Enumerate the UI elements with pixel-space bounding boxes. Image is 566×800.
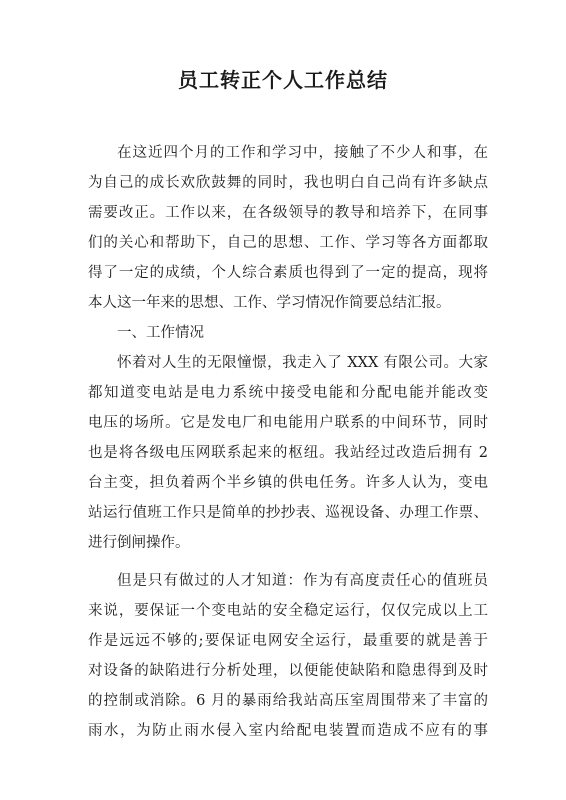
paragraph-line: 对设备的缺陷进行分析处理，以便能使缺陷和隐患得到及时 [88, 663, 488, 679]
paragraph-line: 们的关心和帮助下，自己的思想、工作、学习等各方面都取 [88, 235, 488, 251]
paragraph-line: 在这近四个月的工作和学习中，接触了不少人和事，在 [117, 145, 488, 161]
paragraph-line: 站运行值班工作只是简单的抄抄表、巡视设备、办理工作票、 [88, 505, 488, 521]
paragraph-line: 进行倒闸操作。 [88, 535, 190, 551]
paragraph-line: 雨水，为防止雨水侵入室内给配电装置而造成不应有的事 [88, 723, 488, 739]
document-title: 员工转正个人工作总结 [178, 68, 388, 92]
paragraph-line: 台主变，担负着两个半乡镇的供电任务。许多人认为，变电 [88, 475, 488, 491]
paragraph-gap [88, 558, 488, 566]
paragraph-line: 的控制或消除。6 月的暴雨给我站高压室周围带来了丰富的 [88, 693, 488, 709]
paragraph-line: 电压的场所。它是发电厂和电能用户联系的中间环节，同时 [88, 415, 488, 431]
paragraph-line: 本人这一年来的思想、工作、学习情况作简要总结汇报。 [88, 295, 451, 311]
document-body [88, 138, 488, 746]
paragraph-line: 也是将各级电压网联系起来的枢纽。我站经过改造后拥有 2 [88, 445, 488, 461]
paragraph-line: 为自己的成长欢欣鼓舞的同时，我也明白自己尚有许多缺点 [88, 175, 488, 191]
paragraph-line: 作是远远不够的;要保证电网安全运行，最重要的就是善于 [88, 633, 488, 649]
paragraph-line: 需要改正。工作以来，在各级领导的教导和培养下，在同事 [88, 205, 488, 221]
paragraph-line: 得了一定的成绩，个人综合素质也得到了一定的提高，现将 [88, 265, 488, 281]
section-heading: 一、工作情况 [117, 325, 204, 341]
paragraph-line: 但是只有做过的人才知道：作为有高度责任心的值班员 [117, 573, 488, 589]
paragraph-line: 来说，要保证一个变电站的安全稳定运行，仅仅完成以上工 [88, 603, 488, 619]
paragraph-line: 都知道变电站是电力系统中接受电能和分配电能并能改变 [88, 385, 488, 401]
paragraph-line: 怀着对人生的无限憧憬，我走入了 XXX 有限公司。大家 [117, 355, 488, 371]
